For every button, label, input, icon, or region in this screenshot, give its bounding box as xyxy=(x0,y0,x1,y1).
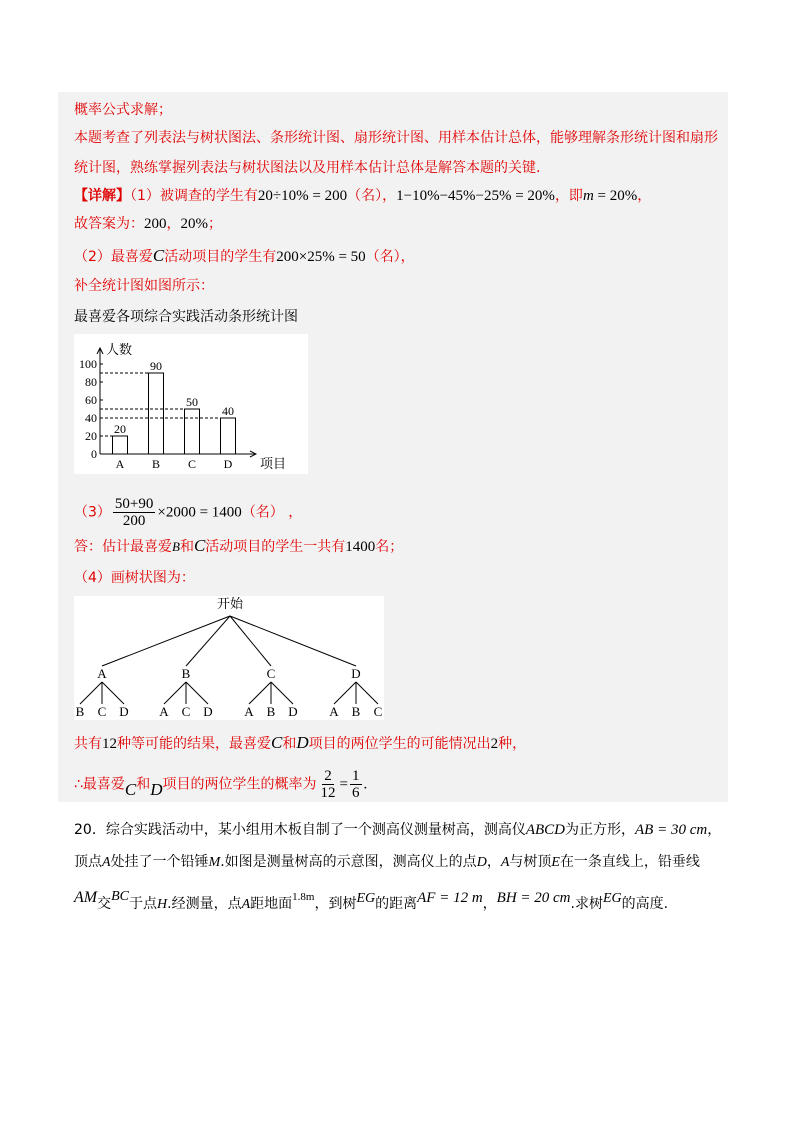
fraction xyxy=(113,496,155,529)
tree-child-line xyxy=(80,682,102,704)
formula: ×2000 = 1400 xyxy=(157,504,242,521)
tree-leaf-label: B xyxy=(351,704,361,719)
x-axis-label: 项目 xyxy=(260,457,287,472)
text: （2）最喜爱 xyxy=(74,249,153,265)
solution-line-2 xyxy=(74,128,718,148)
variable: EG xyxy=(602,891,622,906)
value: 12 xyxy=(102,736,117,752)
solution-detail-2 xyxy=(74,246,415,267)
text: 概率公式求解； xyxy=(74,102,172,118)
text: 和 xyxy=(179,539,194,555)
variable: C xyxy=(124,779,137,799)
bar-value-label: 40 xyxy=(222,404,234,418)
tree-node-label: B xyxy=(181,666,191,681)
text: 统计图，熟练掌握列表法与树状图法以及用样本估计总体是解答本题的关键. xyxy=(74,160,541,176)
solution-result xyxy=(74,733,526,754)
tree-branch-line xyxy=(186,616,230,666)
variable: D xyxy=(296,733,309,752)
tree-leaf-label: C xyxy=(97,704,107,719)
bar-value-label: 20 xyxy=(114,422,126,436)
solution-probability xyxy=(74,768,367,801)
value: 1400 xyxy=(345,539,376,555)
tree-child-line xyxy=(186,682,208,704)
variable: AM xyxy=(74,889,98,906)
formula: BH = 20 cm xyxy=(496,890,571,906)
tree-leaf-label: D xyxy=(203,704,213,719)
variable: C xyxy=(193,536,206,555)
tree-child-line xyxy=(164,682,186,704)
fraction-numerator: 1 xyxy=(352,768,360,784)
text: （1）被调查的学生有 xyxy=(130,188,258,204)
text: （4）画树状图为： xyxy=(74,570,195,586)
text: 和 xyxy=(282,736,297,752)
solution-detail-3 xyxy=(74,496,302,529)
tree-leaf-label: D xyxy=(119,704,129,719)
tree-leaf-label: A xyxy=(329,704,339,719)
fraction-numerator: 2 xyxy=(324,768,332,784)
formula: 1−10%−45%−25% = 20% xyxy=(396,188,555,204)
variable: A xyxy=(241,897,251,912)
y-tick-label: 40 xyxy=(85,411,97,425)
tree-child-line xyxy=(249,682,271,704)
text: ， xyxy=(482,896,497,912)
bar xyxy=(185,409,200,454)
tree-leaf-label: C xyxy=(373,704,383,719)
fraction-numerator: 50+90 xyxy=(114,496,154,512)
tree-leaf-label: C xyxy=(181,704,191,719)
tree-branch-line xyxy=(230,616,271,666)
text: （3） xyxy=(74,504,111,521)
text: 的高度. xyxy=(621,896,669,912)
text: 共有 xyxy=(74,736,102,752)
text: 项目的两位学生的可能情况出 xyxy=(308,736,491,752)
problem-line-3 xyxy=(74,889,669,915)
text: ∴最喜爱 xyxy=(74,776,125,793)
text: 处挂了一个铅锤 xyxy=(110,854,209,870)
text: 补全统计图如图所示： xyxy=(74,278,214,294)
value: 2 xyxy=(490,736,499,752)
text: 与树顶 xyxy=(509,854,552,870)
formula: 200×25% = 50 xyxy=(276,249,366,265)
value: 200 xyxy=(144,216,167,232)
fraction-denominator: 200 xyxy=(122,513,146,529)
y-tick-label: 60 xyxy=(85,393,97,407)
chart-title: 最喜爱各项综合实践活动条形统计图 xyxy=(74,309,298,325)
variable: E xyxy=(551,855,560,870)
variable: EG xyxy=(356,891,376,906)
tree-child-line xyxy=(102,682,124,704)
solution-line-7 xyxy=(74,276,214,296)
text: ，即 xyxy=(554,188,583,204)
text: 种等可能的结果，最喜爱 xyxy=(117,736,271,752)
bar xyxy=(149,373,164,454)
text: 20．综合实践活动中，某小组用木板自制了一个测高仪测量树高，测高仪 xyxy=(74,822,526,838)
text: ， xyxy=(707,822,722,838)
fraction xyxy=(350,768,362,801)
formula: AF = 12 m xyxy=(417,890,483,906)
variable: B xyxy=(172,539,180,554)
value: 1.8m xyxy=(292,891,315,903)
text: 为正方形， xyxy=(565,822,635,838)
tree-leaf-label: A xyxy=(159,704,169,719)
variable: D xyxy=(150,779,163,799)
variable: m xyxy=(582,188,594,204)
y-tick-label: 0 xyxy=(91,447,97,461)
bar-value-label: 90 xyxy=(150,359,162,373)
text: 交 xyxy=(97,896,112,912)
variable: M xyxy=(208,855,221,870)
variable: D xyxy=(476,855,487,870)
bar-value-label: 50 xyxy=(186,395,198,409)
solution-answer-3 xyxy=(74,536,403,557)
bar xyxy=(221,418,236,454)
tree-child-line xyxy=(356,682,378,704)
text: 在一条直线上，铅垂线 xyxy=(559,854,700,870)
tree-root-label: 开始 xyxy=(216,597,244,612)
tree-leaf-label: B xyxy=(75,704,85,719)
tree-node-label: C xyxy=(266,666,276,681)
text: ， xyxy=(637,188,652,204)
solution-detail-1 xyxy=(74,186,651,206)
text: .求树 xyxy=(570,896,603,912)
y-tick-label: 80 xyxy=(85,375,97,389)
solution-line-10 xyxy=(74,568,195,588)
value: 20% xyxy=(180,216,208,232)
bar xyxy=(113,436,128,454)
text: 种， xyxy=(498,736,527,752)
text: 距地面 xyxy=(250,896,293,912)
tree-branch-line xyxy=(230,616,356,666)
fraction-denominator: 6 xyxy=(352,785,360,801)
text: 活动项目的学生有 xyxy=(164,249,277,265)
formula: = 20% xyxy=(593,188,638,204)
text: 名； xyxy=(375,539,404,555)
x-tick-label: B xyxy=(151,457,161,471)
text: . xyxy=(363,776,368,793)
variable: A xyxy=(500,855,510,870)
text: 答：估计最喜爱 xyxy=(74,539,172,555)
text: （名） ， xyxy=(241,504,303,521)
detail-tag: 【详解】 xyxy=(74,188,130,204)
x-tick-label: D xyxy=(223,457,233,471)
problem-line-2 xyxy=(74,852,700,873)
tree-diagram xyxy=(74,596,384,720)
tree-child-line xyxy=(334,682,356,704)
variable: C xyxy=(152,246,165,265)
text: 和 xyxy=(136,776,151,793)
text: 项目的两位学生的概率为 xyxy=(162,776,317,793)
problem-line-1 xyxy=(74,820,721,840)
solution-line-3 xyxy=(74,158,540,178)
variable: C xyxy=(271,733,283,752)
text: 本题考查了列表法与树状图法、条形统计图、扇形统计图、用样本估计总体，能够理解条形统计图和扇形 xyxy=(74,130,718,146)
text: ； xyxy=(208,216,222,232)
x-tick-label: A xyxy=(115,457,125,471)
y-axis-label: 人数 xyxy=(106,343,133,358)
equals: = xyxy=(339,776,349,793)
bar-chart xyxy=(74,334,308,474)
solution-line-1 xyxy=(74,100,172,120)
text: 活动项目的学生一共有 xyxy=(205,539,346,555)
fraction-denominator: 12 xyxy=(320,785,336,801)
fraction xyxy=(319,768,338,801)
tree-branch-line xyxy=(102,616,230,666)
text: ， xyxy=(486,854,501,870)
text: ，到树 xyxy=(314,896,357,912)
tree-leaf-label: D xyxy=(288,704,298,719)
text: 于点 xyxy=(129,896,157,912)
formula: 20÷10% = 200 xyxy=(257,188,348,204)
variable: A xyxy=(102,855,111,870)
text: （名）， xyxy=(347,188,397,204)
variable: ABCD xyxy=(525,822,565,838)
tree-diagram-svg xyxy=(74,596,384,720)
text: 的距离 xyxy=(375,896,418,912)
y-tick-label: 20 xyxy=(85,429,97,443)
tree-leaf-label: B xyxy=(266,704,276,719)
solution-answer-1 xyxy=(74,214,222,234)
formula: AB = 30 cm xyxy=(635,822,708,838)
text: .如图是测量树高的示意图，测高仪上的点 xyxy=(220,854,477,870)
tree-node-label: D xyxy=(351,666,361,681)
tree-child-line xyxy=(271,682,293,704)
text: （名）， xyxy=(365,249,415,265)
text: ， xyxy=(166,216,181,232)
tree-node-label: A xyxy=(97,666,107,681)
text: 故答案为： xyxy=(74,216,144,232)
bar-chart-svg xyxy=(74,334,308,474)
variable: BC xyxy=(111,889,129,904)
variable: H xyxy=(157,897,168,912)
tree-leaf-label: A xyxy=(244,704,254,719)
text: .经测量，点 xyxy=(167,896,242,912)
text: 顶点 xyxy=(74,854,102,870)
x-tick-label: C xyxy=(187,457,197,471)
y-tick-label: 100 xyxy=(79,357,97,371)
